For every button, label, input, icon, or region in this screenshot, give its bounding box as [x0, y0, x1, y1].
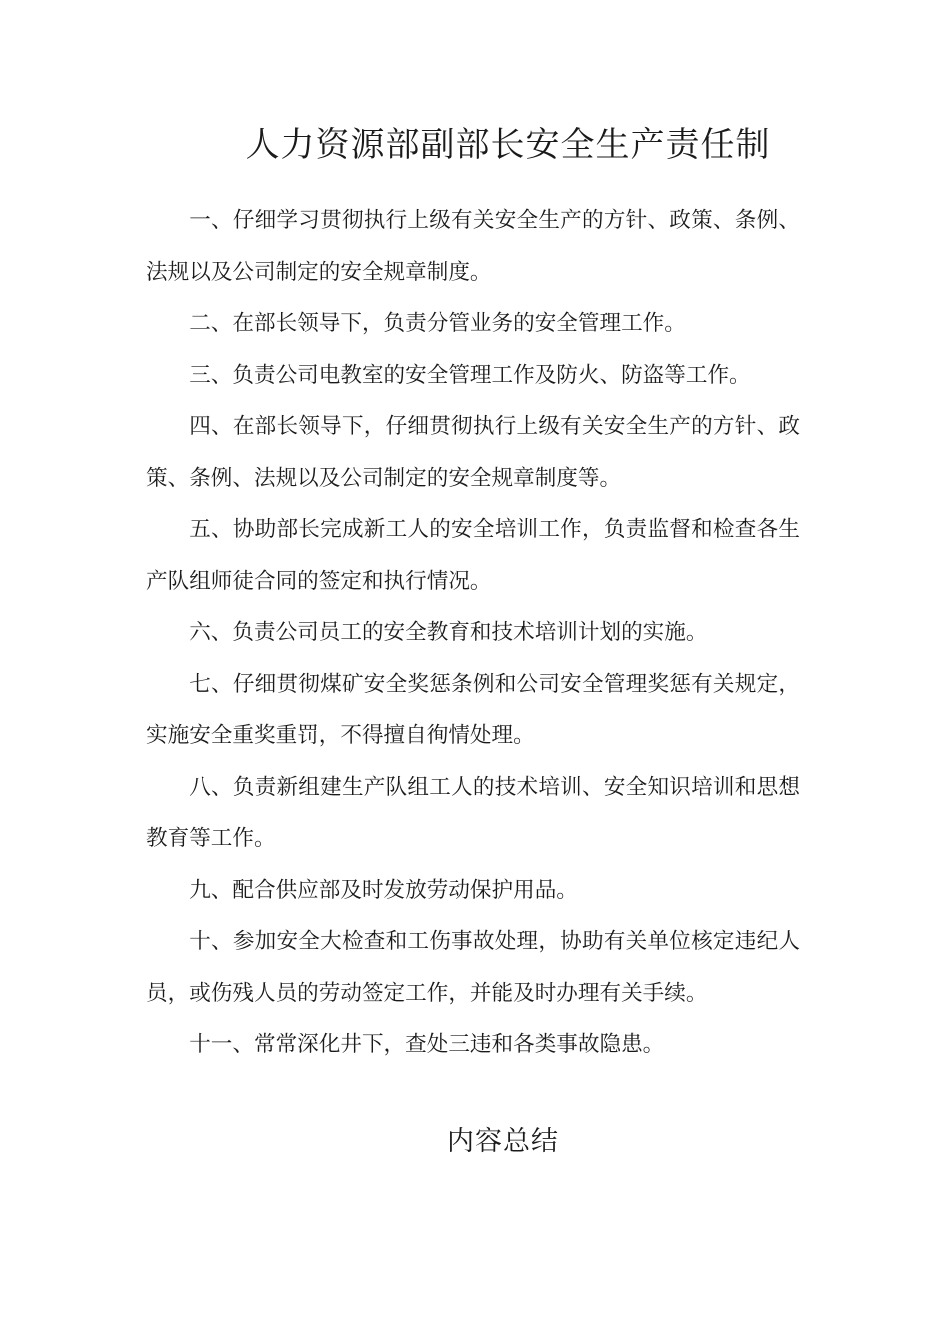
clause-list: [146, 195, 800, 1071]
clause-10: 十、参加安全大检查和工伤事故处理，协助有关单位核定违纪人员，或伤残人员的劳动签定工作，并能及时办理有关手续。: [146, 929, 800, 1006]
clause-6: 六、负责公司员工的安全教育和技术培训计划的实施。: [189, 620, 708, 645]
clause-1: 一、仔细学习贯彻执行上级有关安全生产的方针、政策、条例、法规以及公司制定的安全规章制度。: [146, 208, 800, 285]
document-title: 人力资源部副部长安全生产责任制: [245, 125, 771, 165]
clause-9: 九、配合供应部及时发放劳动保护用品。: [189, 877, 578, 903]
clause-5: 五、协助部长完成新工人的安全培训工作，负责监督和检查各生产队组师徒合同的签定和执行情况。: [146, 517, 800, 594]
clause-11: 十一、常常深化井下，查处三违和各类事故隐患。: [189, 1032, 665, 1057]
summary-heading: 内容总结: [447, 1126, 559, 1157]
clause-7: 七、仔细贯彻煤矿安全奖惩条例和公司安全管理奖惩有关规定，实施安全重奖重罚，不得擅自徇情处理。: [146, 671, 800, 748]
clause-2: 二、在部长领导下，负责分管业务的安全管理工作。: [189, 311, 686, 336]
clause-4: 四、在部长领导下，仔细贯彻执行上级有关安全生产的方针、政策、条例、法规以及公司制定的安全规章制度等。: [146, 414, 800, 491]
clause-8: 八、负责新组建生产队组工人的技术培训、安全知识培训和思想教育等工作。: [146, 774, 800, 851]
clause-3: 三、负责公司电教室的安全管理工作及防火、防盗等工作。: [189, 362, 751, 388]
